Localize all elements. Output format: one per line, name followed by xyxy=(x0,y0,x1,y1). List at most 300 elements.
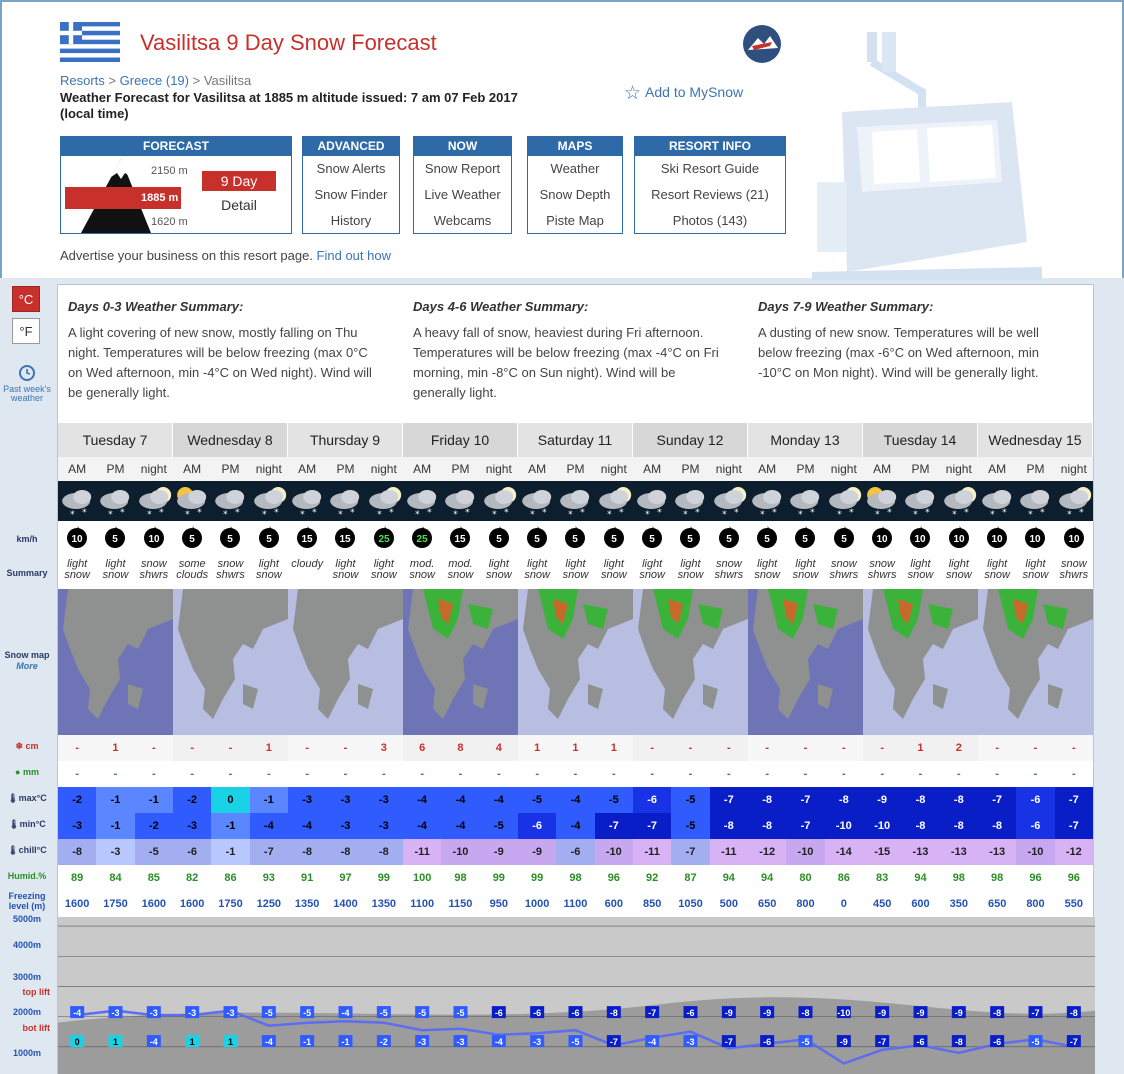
snow-map-image[interactable] xyxy=(633,589,748,735)
min-temp-cell: -4 xyxy=(441,813,479,839)
bot-lift-temp: -3 xyxy=(418,1037,427,1048)
weather-icon xyxy=(135,481,173,521)
menu-item-resort-reviews-21[interactable]: Resort Reviews (21) xyxy=(651,187,769,202)
rain-mm-cell: - xyxy=(556,761,594,787)
max-temp-cell: -7 xyxy=(786,787,824,813)
freezing-level-cell: 650 xyxy=(748,891,786,915)
max-temp-cell: -4 xyxy=(480,787,518,813)
summary-cell: snow shwrs xyxy=(714,558,744,581)
wind-speed: 5 xyxy=(687,534,694,545)
max-temp-cell: -1 xyxy=(135,787,173,813)
chill-cell: -6 xyxy=(556,839,594,865)
cloud-snow-icon xyxy=(173,481,211,521)
snow-cm-cell: - xyxy=(786,735,824,761)
wind-cell xyxy=(786,521,824,555)
freezing-level-cell: 550 xyxy=(1055,891,1093,915)
cloud-snow-icon xyxy=(786,481,824,521)
summary-cell: light snow xyxy=(677,558,704,581)
chill-cell: -13 xyxy=(940,839,978,865)
freezing-level-cell: 600 xyxy=(595,891,633,915)
svg-text:*: * xyxy=(223,510,228,520)
weather-icon xyxy=(288,481,326,521)
max-temp-cell: -2 xyxy=(58,787,96,813)
rain-mm-cell: - xyxy=(1055,761,1093,787)
summary-text: A heavy fall of snow, heaviest during Fri afternoon. Temperatures will be below freezing (max -4°C on Fri morning, min -8°C on Sun night). Wind will be generally light. xyxy=(413,325,719,400)
snow-cm-cell: - xyxy=(710,735,748,761)
humidity-cell: 98 xyxy=(978,865,1016,891)
cloud-snow-icon xyxy=(250,481,288,521)
bot-lift-temp: -5 xyxy=(1031,1037,1040,1048)
add-mysnow-label: Add to MySnow xyxy=(645,84,744,100)
top-lift-temp: -8 xyxy=(609,1008,618,1019)
humidity-cell: 86 xyxy=(211,865,249,891)
period-header: PM xyxy=(211,457,249,481)
svg-text:*: * xyxy=(120,508,125,518)
label-more-link[interactable]: More xyxy=(16,661,38,671)
bot-lift-temp: -5 xyxy=(801,1037,810,1048)
wind-arrow-icon xyxy=(179,525,205,551)
svg-text:*: * xyxy=(235,508,240,518)
bot-lift-temp: -6 xyxy=(993,1037,1002,1048)
bot-lift-temp: -4 xyxy=(264,1037,273,1048)
min-temp-cell: -8 xyxy=(710,813,748,839)
wind-speed: 10 xyxy=(1029,534,1042,545)
rain-mm-cell: - xyxy=(250,761,288,787)
svg-text:*: * xyxy=(645,510,650,520)
humidity-cell: 97 xyxy=(326,865,364,891)
rain-mm-cell: - xyxy=(288,761,326,787)
bot-lift-temp: -6 xyxy=(763,1037,772,1048)
snow-cm-cell: - xyxy=(173,735,211,761)
menu-heading[interactable]: ADVANCED xyxy=(303,137,399,156)
summary-cell: light snow xyxy=(485,558,512,581)
period-header: PM xyxy=(901,457,939,481)
wind-cell xyxy=(978,521,1016,555)
past-weather-label: Past week's weather xyxy=(3,384,51,403)
chill-cell: -6 xyxy=(173,839,211,865)
wind-speed: 5 xyxy=(764,534,770,545)
unit-fahrenheit-button[interactable]: °F xyxy=(12,318,40,344)
label-bot-lift: bot lift xyxy=(22,1023,50,1033)
freezing-level-cell: 800 xyxy=(1016,891,1054,915)
summary-days-7-9 xyxy=(748,285,1078,423)
cloud-snow-icon xyxy=(96,481,134,521)
thermometer-icon: 🌡 xyxy=(7,845,19,855)
humidity-cell: 94 xyxy=(710,865,748,891)
svg-text:*: * xyxy=(261,510,267,520)
cloud-snow-icon xyxy=(556,481,594,521)
snow-cm-cell: - xyxy=(825,735,863,761)
freezing-level-cell: 1150 xyxy=(441,891,479,915)
period-header: AM xyxy=(518,457,556,481)
svg-text:*: * xyxy=(798,510,803,520)
min-temp-cell: -5 xyxy=(480,813,518,839)
wind-speed: 5 xyxy=(534,534,540,545)
max-temp-cell: -8 xyxy=(748,787,786,813)
chill-cell: -8 xyxy=(288,839,326,865)
day-header[interactable]: Saturday 11 xyxy=(518,423,633,457)
max-temp-cell: -9 xyxy=(863,787,901,813)
cloud-snow-icon xyxy=(825,481,863,521)
wind-speed: 10 xyxy=(991,534,1003,545)
svg-text:*: * xyxy=(963,508,969,518)
top-lift-temp: -9 xyxy=(724,1008,733,1019)
cloud-snow-icon xyxy=(863,481,901,521)
rain-mm-cell: - xyxy=(1016,761,1054,787)
top-lift-temp: -9 xyxy=(763,1008,772,1019)
top-lift-temp: -6 xyxy=(686,1008,695,1019)
menu-heading[interactable]: MAPS xyxy=(528,137,622,156)
min-temp-cell: -4 xyxy=(288,813,326,839)
label-3000m: 3000m xyxy=(12,972,42,982)
breadcrumb-vasilitsa: Vasilitsa xyxy=(203,73,252,88)
past-weather-link[interactable] xyxy=(0,364,54,403)
chill-cell: -9 xyxy=(480,839,518,865)
day-header[interactable]: Tuesday 14 xyxy=(863,423,978,457)
find-out-how-link[interactable]: Find out how xyxy=(316,248,391,263)
unit-celsius-button[interactable]: °C xyxy=(12,286,40,312)
svg-text:*: * xyxy=(695,508,700,518)
max-temp-cell: -4 xyxy=(556,787,594,813)
weather-icon xyxy=(825,481,863,521)
alt-mid[interactable]: 1885 m xyxy=(65,187,181,209)
svg-text:*: * xyxy=(1002,508,1007,518)
max-temp-cell: -3 xyxy=(288,787,326,813)
weather-icon xyxy=(1055,481,1093,521)
altitude-chart xyxy=(58,917,1095,1074)
top-lift-temp: -3 xyxy=(188,1008,197,1019)
rain-mm-cell: - xyxy=(825,761,863,787)
rain-mm-cell: - xyxy=(748,761,786,787)
greece-map-icon xyxy=(173,589,288,735)
top-lift-temp: -6 xyxy=(494,1008,503,1019)
rain-mm-cell: - xyxy=(595,761,633,787)
sidebar xyxy=(0,278,54,1074)
summary-cell: light snow xyxy=(332,558,359,581)
cloud-snow-icon xyxy=(748,481,786,521)
summary-cell: light snow xyxy=(639,558,665,581)
humidity-cell: 94 xyxy=(748,865,786,891)
rain-mm-cell: - xyxy=(671,761,709,787)
min-temp-cell: -3 xyxy=(326,813,364,839)
chill-cell: -1 xyxy=(211,839,249,865)
rain-mm-cell: - xyxy=(901,761,939,787)
humidity-cell: 92 xyxy=(633,865,671,891)
cloud-snow-icon xyxy=(633,481,671,521)
min-temp-cell: -7 xyxy=(786,813,824,839)
snow-map-image[interactable] xyxy=(978,589,1093,735)
gondola-illustration xyxy=(812,32,1042,280)
freezing-level-cell: 1600 xyxy=(58,891,96,915)
wind-speed: 5 xyxy=(496,534,502,545)
weather-summaries xyxy=(58,285,1095,423)
svg-text:*: * xyxy=(388,508,394,518)
weather-icon xyxy=(96,481,134,521)
max-temp-cell: -4 xyxy=(441,787,479,813)
breadcrumb-resorts[interactable]: Resorts xyxy=(60,73,105,88)
period-header: night xyxy=(595,457,633,481)
label-2000m: 2000m xyxy=(12,1007,42,1017)
day-header[interactable]: Friday 10 xyxy=(403,423,518,457)
label-snow-map: Snow map xyxy=(4,650,50,660)
menu-item-webcams[interactable]: Webcams xyxy=(433,213,492,228)
humidity-cell: 98 xyxy=(940,865,978,891)
top-lift-temp: -9 xyxy=(954,1008,963,1019)
cloud-snow-icon xyxy=(58,481,96,521)
summary-cell: light snow xyxy=(524,558,550,581)
wind-cell xyxy=(58,521,96,555)
greece-map-icon xyxy=(633,589,748,735)
top-lift-temp: -7 xyxy=(648,1008,657,1019)
max-temp-cell: -5 xyxy=(518,787,556,813)
menu-box-advanced xyxy=(302,136,400,234)
summary-cell: snow shwrs xyxy=(829,558,859,581)
snow-forecast-logo-icon[interactable] xyxy=(742,24,782,64)
chill-cell: -7 xyxy=(671,839,709,865)
wind-cell xyxy=(710,521,748,555)
rain-mm-cell: - xyxy=(365,761,403,787)
chill-cell: -10 xyxy=(441,839,479,865)
wind-arrow-icon xyxy=(984,525,1010,551)
period-header: PM xyxy=(1016,457,1054,481)
alt-bottom[interactable]: 1620 m xyxy=(151,216,188,228)
freezing-level-cell: 800 xyxy=(786,891,824,915)
menu-item-snow-finder[interactable]: Snow Finder xyxy=(314,187,388,202)
wind-arrow-icon xyxy=(639,525,665,551)
svg-text:*: * xyxy=(836,510,842,520)
menu-item-weather[interactable]: Weather xyxy=(550,161,600,176)
summary-cell: snow shwrs xyxy=(216,558,245,581)
cloud-snow-icon xyxy=(671,481,709,521)
chill-cell: -12 xyxy=(748,839,786,865)
min-temp-cell: -5 xyxy=(671,813,709,839)
label-kmh: km/h xyxy=(16,534,38,544)
day-header[interactable]: Thursday 9 xyxy=(288,423,403,457)
chill-cell: -8 xyxy=(326,839,364,865)
wind-cell xyxy=(441,521,479,555)
mm-label: mm xyxy=(22,767,39,777)
summary-cell: light snow xyxy=(102,558,129,581)
snow-map-image[interactable] xyxy=(288,589,403,735)
menu-heading[interactable]: NOW xyxy=(414,137,511,156)
freezing-level-cell: 1350 xyxy=(288,891,326,915)
snow-cm-cell: 1 xyxy=(518,735,556,761)
min-temp-cell: -7 xyxy=(633,813,671,839)
snow-map-image[interactable] xyxy=(173,589,288,735)
weather-icon xyxy=(480,481,518,521)
max-temp-cell: -8 xyxy=(940,787,978,813)
day-header[interactable]: Monday 13 xyxy=(748,423,863,457)
rain-mm-cell: - xyxy=(441,761,479,787)
menu-box-now xyxy=(413,136,512,234)
cloud-snow-icon xyxy=(480,481,518,521)
wind-arrow-icon xyxy=(792,525,818,551)
raindrop-icon: ● xyxy=(15,767,21,777)
max-temp-cell: -1 xyxy=(250,787,288,813)
top-lift-temp: -9 xyxy=(916,1008,925,1019)
snow-map-image[interactable] xyxy=(518,589,633,735)
detail-link[interactable]: Detail xyxy=(221,197,257,213)
svg-text:*: * xyxy=(951,510,957,520)
weather-icon xyxy=(940,481,978,521)
svg-text:*: * xyxy=(606,510,612,520)
top-lift-temp: -9 xyxy=(878,1008,887,1019)
min-temp-cell: -6 xyxy=(518,813,556,839)
breadcrumb-greece[interactable]: Greece (19) xyxy=(119,73,189,88)
cloud-snow-icon xyxy=(365,481,403,521)
bot-lift-temp: -9 xyxy=(839,1037,848,1048)
min-label: min°C xyxy=(19,819,46,829)
menu-heading[interactable]: RESORT INFO xyxy=(635,137,785,156)
chill-cell: -14 xyxy=(825,839,863,865)
humidity-cell: 83 xyxy=(863,865,901,891)
svg-text:*: * xyxy=(427,508,432,518)
snow-map-image[interactable] xyxy=(58,589,173,735)
period-header: AM xyxy=(403,457,441,481)
freezing-level-cell: 1100 xyxy=(556,891,594,915)
bot-lift-temp: -2 xyxy=(379,1037,388,1048)
nine-day-button[interactable]: 9 Day xyxy=(202,171,276,191)
weather-icon xyxy=(710,481,748,521)
top-lift-temp: -5 xyxy=(456,1008,465,1019)
svg-text:*: * xyxy=(158,508,164,518)
snow-map-image[interactable] xyxy=(748,589,863,735)
period-header: night xyxy=(1055,457,1093,481)
svg-text:*: * xyxy=(1040,508,1045,518)
summary-cell: some clouds xyxy=(176,558,209,581)
max-temp-cell: 0 xyxy=(211,787,249,813)
svg-text:*: * xyxy=(568,510,573,520)
min-temp-cell: -10 xyxy=(863,813,901,839)
min-temp-cell: -4 xyxy=(250,813,288,839)
top-lift-temp: -6 xyxy=(533,1008,542,1019)
label-1000m: 1000m xyxy=(12,1048,42,1058)
wind-cell xyxy=(518,521,556,555)
humidity-cell: 96 xyxy=(1055,865,1093,891)
menu-item-history[interactable]: History xyxy=(330,213,372,228)
weather-icon xyxy=(978,481,1016,521)
wind-cell xyxy=(403,521,441,555)
wind-cell xyxy=(556,521,594,555)
menu-item-snow-report[interactable]: Snow Report xyxy=(424,161,501,176)
menu-item-snow-alerts[interactable]: Snow Alerts xyxy=(316,161,386,176)
period-header: night xyxy=(135,457,173,481)
bot-lift-temp: -4 xyxy=(648,1037,657,1048)
svg-text:*: * xyxy=(530,510,535,520)
snow-cm-cell: 6 xyxy=(403,735,441,761)
max-temp-cell: -5 xyxy=(671,787,709,813)
svg-text:*: * xyxy=(913,510,918,520)
summary-cell: light snow xyxy=(255,558,282,581)
day-header[interactable]: Wednesday 8 xyxy=(173,423,288,457)
alt-top[interactable]: 2150 m xyxy=(151,165,188,177)
wind-arrow-icon xyxy=(907,525,933,551)
svg-text:*: * xyxy=(108,510,113,520)
humidity-cell: 99 xyxy=(480,865,518,891)
summary-cell: light snow xyxy=(754,558,780,581)
chill-cell: -13 xyxy=(901,839,939,865)
wind-cell xyxy=(1055,521,1093,555)
humidity-cell: 100 xyxy=(403,865,441,891)
add-to-mysnow-link[interactable] xyxy=(624,82,743,105)
period-header: AM xyxy=(863,457,901,481)
forecast-heading: FORECAST xyxy=(61,137,291,156)
day-header[interactable]: Wednesday 15 xyxy=(978,423,1093,457)
header xyxy=(0,0,1124,278)
summary-cell: light snow xyxy=(64,558,90,581)
svg-text:*: * xyxy=(848,508,854,518)
min-temp-cell: -2 xyxy=(135,813,173,839)
rain-mm-cell: - xyxy=(480,761,518,787)
wind-speed: 15 xyxy=(339,534,352,545)
forecast-box xyxy=(60,136,292,234)
wind-cell xyxy=(288,521,326,555)
greece-map-icon xyxy=(863,589,978,735)
freezing-level-cell: 1600 xyxy=(135,891,173,915)
freezing-level-cell: 0 xyxy=(825,891,863,915)
period-header: PM xyxy=(556,457,594,481)
greece-map-icon xyxy=(978,589,1093,735)
svg-text:*: * xyxy=(1028,510,1033,520)
min-temp-cell: -10 xyxy=(825,813,863,839)
wind-arrow-icon xyxy=(601,525,627,551)
wind-cell xyxy=(135,521,173,555)
snow-map-image[interactable] xyxy=(403,589,518,735)
menu-item-ski-resort-guide[interactable]: Ski Resort Guide xyxy=(660,161,760,176)
humidity-cell: 87 xyxy=(671,865,709,891)
freezing-level-cell: 1750 xyxy=(211,891,249,915)
snowflake-icon: ❄ xyxy=(15,741,23,751)
wind-speed: 5 xyxy=(726,534,732,545)
weather-icon xyxy=(748,481,786,521)
humidity-cell: 82 xyxy=(173,865,211,891)
summary-days-4-6 xyxy=(403,285,733,423)
svg-text:*: * xyxy=(146,510,152,520)
wind-speed: 10 xyxy=(71,534,83,545)
max-temp-cell: -4 xyxy=(403,787,441,813)
max-temp-cell: -7 xyxy=(710,787,748,813)
snow-map-image[interactable] xyxy=(863,589,978,735)
day-header[interactable]: Sunday 12 xyxy=(633,423,748,457)
menu-item-photos-143[interactable]: Photos (143) xyxy=(672,213,748,228)
snow-cm-cell: - xyxy=(1055,735,1093,761)
greece-map-icon xyxy=(288,589,403,735)
max-temp-cell: -1 xyxy=(96,787,134,813)
max-temp-cell: -7 xyxy=(978,787,1016,813)
svg-text:*: * xyxy=(542,508,547,518)
min-temp-cell: -1 xyxy=(96,813,134,839)
wind-speed: 25 xyxy=(378,534,390,545)
menu-item-live-weather[interactable]: Live Weather xyxy=(424,187,501,202)
wind-cell xyxy=(211,521,249,555)
max-temp-cell: -5 xyxy=(595,787,633,813)
menu-item-snow-depth[interactable]: Snow Depth xyxy=(539,187,611,202)
cloud-snow-icon xyxy=(441,481,479,521)
weather-icon xyxy=(901,481,939,521)
snow-cm-cell: - xyxy=(1016,735,1054,761)
svg-text:*: * xyxy=(760,510,765,520)
menu-item-piste-map[interactable]: Piste Map xyxy=(546,213,604,228)
cloud-snow-icon xyxy=(710,481,748,521)
rain-mm-cell: - xyxy=(978,761,1016,787)
period-header: AM xyxy=(748,457,786,481)
weather-icon xyxy=(595,481,633,521)
day-header[interactable]: Tuesday 7 xyxy=(58,423,173,457)
top-lift-temp: -8 xyxy=(1069,1008,1078,1019)
snow-cm-cell: - xyxy=(211,735,249,761)
rain-mm-cell: - xyxy=(58,761,96,787)
bot-lift-temp: -4 xyxy=(149,1037,158,1048)
